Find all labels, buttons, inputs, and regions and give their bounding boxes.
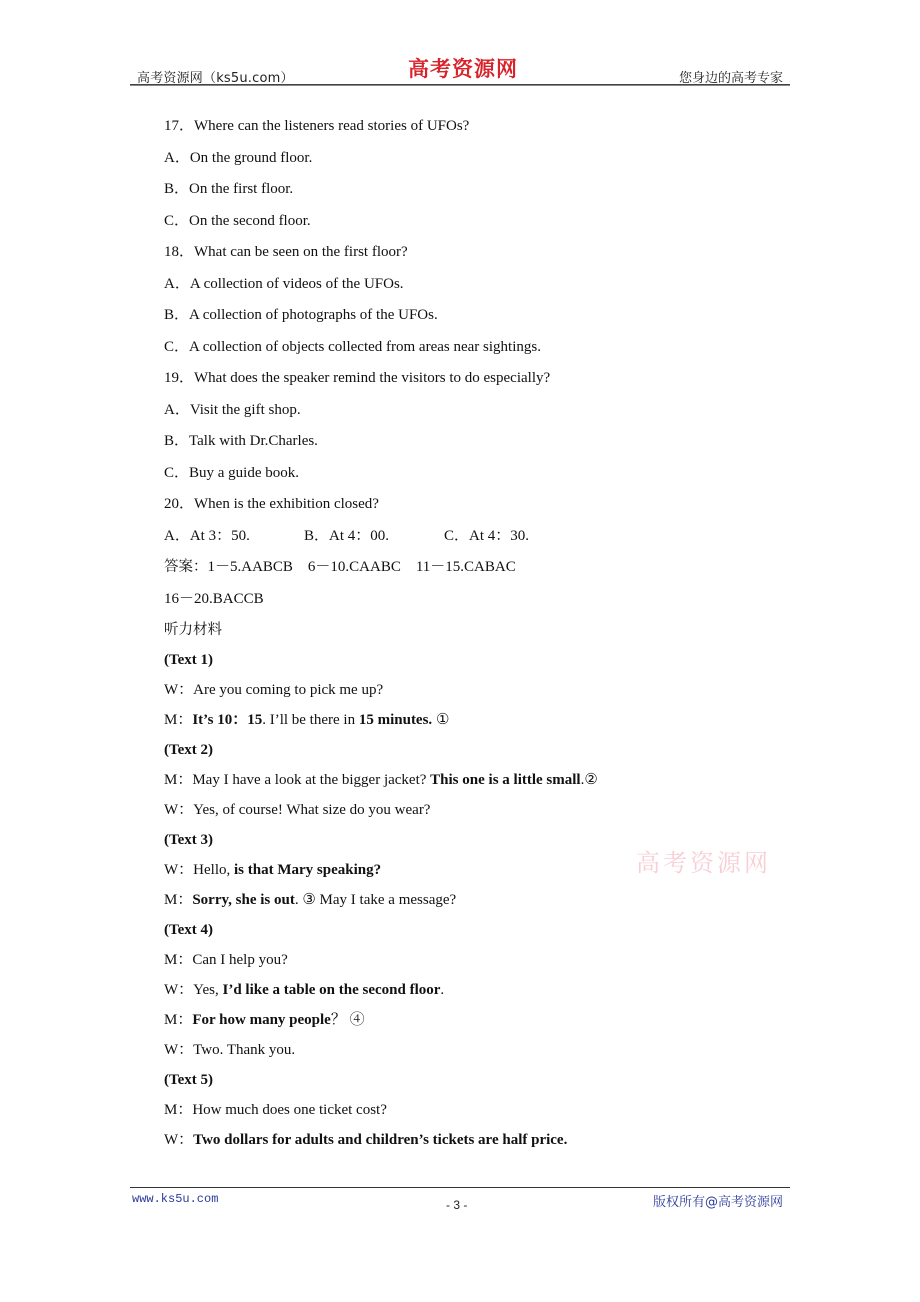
dialogue-line (164, 675, 764, 705)
header-site-name: 高考资源网（ks5u.com） (137, 71, 294, 86)
key-phrase: For how many people (192, 1012, 331, 1028)
transcript-text-title: (Text 2) (164, 742, 214, 758)
question-option: A．On the ground floor. (164, 149, 313, 166)
speaker-label: W： (164, 802, 194, 818)
answer-key-line: 16－20.BACCB (164, 590, 264, 607)
transcript-heading: 听力材料 (164, 622, 222, 638)
document-body (164, 111, 764, 1155)
dialogue-line (164, 1035, 764, 1065)
dialogue-text: . I’ll be there in (262, 712, 359, 728)
answer-key-line (164, 552, 764, 584)
question-options-row (164, 521, 764, 553)
dialogue-text: Are you coming to pick me up? (193, 682, 384, 698)
footer-divider (130, 1187, 790, 1188)
watermark: 高考资源网 (636, 849, 771, 877)
key-phrase: It’s 10：15 (192, 712, 263, 728)
key-phrase: 15 minutes. (358, 712, 433, 728)
transcript-text-title: (Text 3) (164, 832, 214, 848)
speaker-label: M： (164, 712, 193, 728)
question-option: B．Talk with Dr.Charles. (164, 433, 318, 449)
speaker-label: W： (164, 1132, 194, 1148)
question-option: B．A collection of photographs of the UFOs. (164, 307, 438, 323)
transcript-text-title: (Text 4) (164, 922, 214, 938)
key-phrase: is that Mary speaking? (234, 862, 382, 878)
answer-label: 答案： (164, 559, 208, 575)
question-stem: 20．When is the exhibition closed? (164, 496, 379, 512)
key-phrase: Sorry, she is out (192, 892, 295, 908)
speaker-label: M： (164, 892, 193, 908)
header-divider (130, 84, 790, 86)
dialogue-text: ？ ④ (330, 1012, 365, 1028)
dialogue-text: Yes, of course! What size do you wear? (193, 802, 431, 818)
dialogue-text: How much does one ticket cost? (192, 1102, 387, 1118)
dialogue-text: Can I help you? (192, 952, 288, 968)
dialogue-line (164, 795, 764, 825)
page-header (130, 52, 790, 86)
dialogue-text: ① (432, 712, 450, 728)
dialogue-text: .② (580, 772, 598, 788)
question-option: A．At 3：50. (164, 527, 250, 544)
footer-copyright: 版权所有@高考资源网 (652, 1195, 783, 1210)
speaker-label: M： (164, 1102, 193, 1118)
key-phrase: This one is a little small (430, 772, 581, 788)
question-option: C．At 4：30. (444, 527, 530, 544)
dialogue-line (164, 975, 764, 1005)
speaker-label: M： (164, 772, 193, 788)
header-slogan: 您身边的高考专家 (678, 71, 783, 86)
dialogue-line (164, 765, 764, 795)
key-phrase: Two dollars for adults and children’s tickets are half price. (193, 1132, 568, 1148)
dialogue-line (164, 1125, 764, 1155)
dialogue-text: . (440, 982, 445, 998)
dialogue-text: May I have a look at the bigger jacket? (192, 772, 431, 788)
dialogue-line (164, 885, 764, 915)
dialogue-text: Hello, (193, 862, 234, 878)
speaker-label: W： (164, 682, 194, 698)
speaker-label: W： (164, 982, 194, 998)
question-option: C．A collection of objects collected from areas near sightings. (164, 338, 541, 355)
dialogue-line (164, 1095, 764, 1125)
transcript-text-title: (Text 1) (164, 652, 214, 668)
dialogue-line (164, 1005, 764, 1035)
question-option: C．Buy a guide book. (164, 464, 299, 481)
page-number: - 3 - (446, 1198, 468, 1212)
question-stem: 18．What can be seen on the first floor? (164, 244, 408, 260)
dialogue-text: Yes, (193, 982, 223, 998)
speaker-label: M： (164, 1012, 193, 1028)
speaker-label: W： (164, 1042, 194, 1058)
transcript (164, 645, 764, 1155)
speaker-label: W： (164, 862, 194, 878)
answer-values: 1－5.AABCB 6－10.CAABC 11－15.CABAC (207, 559, 516, 575)
question-option: A．A collection of videos of the UFOs. (164, 275, 404, 292)
dialogue-line (164, 945, 764, 975)
question-stem: 19．What does the speaker remind the visitors to do especially? (164, 370, 551, 386)
dialogue-line (164, 705, 764, 735)
transcript-text-title: (Text 5) (164, 1072, 214, 1088)
speaker-label: M： (164, 952, 193, 968)
question-option: B．On the first floor. (164, 181, 294, 197)
dialogue-text: . ③ May I take a message? (294, 892, 457, 908)
footer-website-link[interactable]: www.ks5u.com (132, 1192, 219, 1206)
question-option: C．On the second floor. (164, 212, 311, 229)
dialogue-text: Two. Thank you. (193, 1042, 296, 1058)
question-stem: 17．Where can the listeners read stories of UFOs? (164, 118, 470, 134)
key-phrase: I’d like a table on the second floor (222, 982, 441, 998)
header-logo: 高考资源网 (408, 56, 518, 81)
question-option: A．Visit the gift shop. (164, 401, 301, 418)
question-option: B．At 4：00. (304, 527, 390, 544)
